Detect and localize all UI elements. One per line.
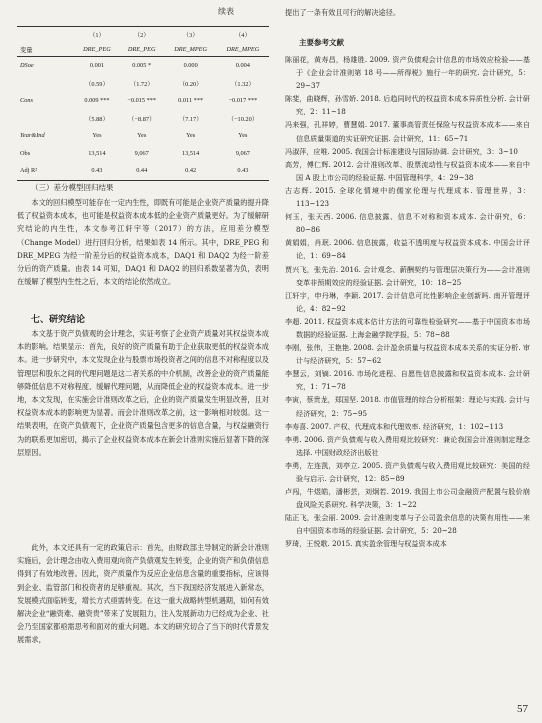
conclusion-paragraph-1: 本文基于资产负债观的会计理念，实证考察了企业资产质量对其权益资本成本的影响。结果显示：首先，良好的资产质量有助于企业获取更低的权益资本成本。进一步研究中，本文发现企业与股票市场投资者之间的信息不对称程度以及管理层和股东之间的代理问题是这二者关系的中介机制，改善企业的资产质量能够降低信息不对称程度、缓解代理问题，从而降低企业的权益资本成本。进一步地，本文发现，在实施会计准则改革之后，企业的资产质量发生明显改善，且对权益资本成本的影响更为显著。而会计准则改革之前，这一影响相对较弱。这一结果表明，在资产负债观下，企业资产质量包含更多的信息含量，与权益融资行为的联系更加密切，揭示了企业权益资本成本在新会计准则实施后显著下降的深层原因。 xyxy=(17,329,269,457)
reference-item: 陈斐，曲晓辉，孙雪娇. 2018. 后趋同时代的权益资本成本异质性分析. 会计研究，2：11~18 xyxy=(285,94,530,117)
reference-item: 贾兴飞，张先治. 2016. 会计观念、薪酬契约与管理层决策行为——会计准则变革非预期效应的经验证据. 会计研究，10：18~25 xyxy=(285,264,530,287)
reference-item: 江轩宇，申丹琳，李颖. 2017. 会计信息可比性影响企业创新吗. 南开管理评论，4：82~92 xyxy=(285,290,530,313)
reference-item: 卢闯，牛煜皓，潘彬芸，刘炯若. 2019. 我国上市公司金融资产配置与股价崩盘风险关系研究. 科学决策，3：1~22 xyxy=(285,487,530,510)
section-3-paragraph: 本文的回归模型可能存在一定内生性，即既有可能是企业资产质量的提升降低了权益资本成本，也可能是权益资本成本低的企业资产质量更好。为了缓解研究结论的内生性，本文参考江轩宇等（2017）的方法，应用差分模型（Change Model）进行回归分析，结果如表 14 所示。其中，DRE_PEG 和 DRE_MPEG 为经一阶差分后的权益资本成本，DAQ1 和 DAQ2 为经一阶差分后的资产质量。由表 14 可知，DAQ1 和 DAQ2 的回归系数显著为负，表明在缓解了模型内生性之后，本文的结论依然成立。 xyxy=(17,198,269,287)
reference-item: 李寿喜. 2007. 产权、代理成本和代理效率. 经济研究，1：102~113 xyxy=(285,421,504,431)
reference-item: 古志辉. 2015. 全球化情境中的儒家伦理与代理成本. 管理世界，3：113~123 xyxy=(285,185,530,209)
reference-item: 冯淑萍，应唯. 2005. 我国会计标准建设与国际协调. 会计研究，3：3~10 xyxy=(285,146,518,156)
reference-item: 李慧云，刘镝. 2016. 市场化进程、自愿性信息披露和权益资本成本. 会计研究，1：71~78 xyxy=(285,369,530,392)
continued-label: 续表 xyxy=(218,7,234,16)
table-row: Adj R² 0.43 0.44 0.42 0.43 xyxy=(17,162,269,180)
reference-item: 李勇，左连凯，刘亭立. 2005. 资产负债观与收入费用观比较研究：美国的经验与启示. 会计研究，12：85~89 xyxy=(285,460,530,483)
right-first-line: 提出了一条有效且可行的解决途径。 xyxy=(285,8,401,17)
table-row: Cons 0.009 *** −0.015 *** 0.011 *** −0.017 *** xyxy=(20,97,258,105)
reference-item: 黄娟娟，肖珉. 2006. 信息披露，收益不透明度与权益资本成本. 中国会计评论，1：69~84 xyxy=(285,238,530,261)
reference-item: 何玉，张天西. 2006. 信息披露、信息不对称和资本成本. 会计研究，6：80~86 xyxy=(285,212,530,235)
reference-item: 李寅，蔡贵龙，郑国坚. 2018. 市值管理的综合分析框架：理论与实践. 会计与经济研究，2：75~95 xyxy=(285,395,530,418)
col-name: DRE_PEG xyxy=(119,42,165,57)
reference-item: 李刚，张伟，王艳艳. 2008. 会计盈余质量与权益资本成本关系的实证分析. 审计与经济研究，5：57~62 xyxy=(285,343,530,366)
col-name: DRE_PEG xyxy=(75,42,119,57)
table-header-names xyxy=(17,42,269,57)
col-number: （4） xyxy=(217,27,269,43)
table-row: DSoe 0.001 0.005 * 0.000 0.004 xyxy=(20,62,250,70)
table-row: Year&Ind Yes Yes Yes Yes xyxy=(20,132,248,140)
table-header-numbers xyxy=(17,27,269,43)
references-heading: 主要参考文献 xyxy=(299,38,344,47)
reference-item: 冯来强，孔祥婷，曹慧娟. 2017. 董事高管责任保险与权益资本成本——来自信息质量渠道的实证研究证据. 会计研究，11：65~71 xyxy=(285,120,530,143)
reference-item: 陈丽花，黄寿昌，杨雄胜. 2009. 资产负债观会计信息的市场效应检验——基于《企业会计准则第 18 号——所得税》施行一年的研究. 会计研究，5：29~37 xyxy=(285,55,530,91)
col-name: DRE_MPEG xyxy=(165,42,217,57)
col-number: （1） xyxy=(75,27,119,43)
reference-item: 高芳，傅仁辉. 2012. 会计准则改革、股票流动性与权益资本成本——来自中国 A 股上市公司的经验证据. 中国管理科学，4：29~38 xyxy=(285,159,530,182)
references-list xyxy=(285,53,530,551)
var-label: 变量 xyxy=(17,42,75,57)
regression-table xyxy=(17,26,269,181)
conclusion-paragraph-2: 此外，本文还具有一定的政策启示：首先，由财政部主导制定的新会计准则实施后，会计理念由收入费用观向资产负债观发生转变，企业的资产和负债信息得到了有效地改善。因此，资产质量作为反应企业信息含量的重要指标，应该得到企业、监管部门和投资者的足够重视。其次，当下我国经济发展进入新常态，发展模式面临转变，增长方式亟需转变。在这一重大战略转型机遇期，如何有效解决企业“融资难、融资贵”带来了发展阻力，注入发展新动力已经成为企业、社会乃至国家都亟需思考和面对的重大问题。本文的研究切合了当下的时代背景发展需求， xyxy=(17,543,269,645)
reference-item: 陆正飞，张会丽. 2009. 会计准则变革与子公司盈余信息的决策有用性——来自中国资本市场的经验证据. 会计研究，5：20~28 xyxy=(285,513,530,536)
section-7-heading: 七、研究结论 xyxy=(31,315,86,325)
page-number: 57 xyxy=(517,703,528,715)
table-row: Obs 13,514 9,067 13,514 9,067 xyxy=(20,149,250,157)
section-3-heading: （三）差分模型回归结果 xyxy=(31,183,114,192)
reference-item: 罗琦，王悦歌. 2015. 真实盈余管理与权益资本成本 xyxy=(285,539,447,549)
reference-item: 李超. 2011. 权益资本成本估计方法的可靠性检验研究——基于中国资本市场数据的经验证据. 上海金融学院学报，5：78~88 xyxy=(285,316,530,339)
table-row: （0.59） （1.72） （0.20） （1.32） xyxy=(85,80,255,88)
col-name: DRE_MPEG xyxy=(217,42,269,57)
col-number: （3） xyxy=(165,27,217,43)
reference-item: 李勇. 2006. 资产负债观与收入费用观比较研究：兼论我国会计准则制定理念选择. 中国财政经济出版社 xyxy=(285,434,530,457)
table-row: （5.88） （−8.87） （7.17） （−10.20） xyxy=(85,115,259,123)
col-number: （2） xyxy=(119,27,165,43)
